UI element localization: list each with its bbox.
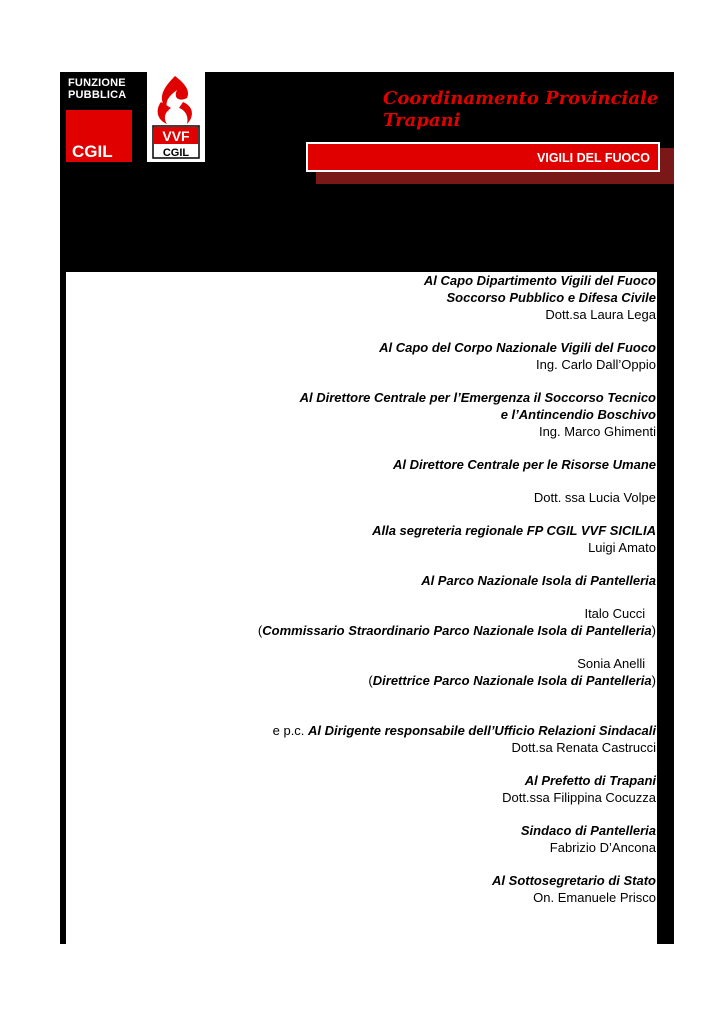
logo-line-2: PUBBLICA (68, 89, 127, 101)
recipients-list (66, 272, 656, 906)
coordination-title: Coordinamento Provinciale Trapani (383, 88, 659, 131)
banner-text: VIGILI DEL FUOCO (537, 151, 650, 165)
recipient: Al Prefetto di Trapani Dott.ssa Filippina Cocuzza (502, 773, 656, 805)
recipient: Al Direttore Centrale per l’Emergenza il Soccorso Tecnico e l’Antincendio Boschivo Ing. Marco Ghimenti (299, 390, 656, 439)
right-border (657, 72, 674, 944)
recipient: Al Capo del Corpo Nazionale Vigili del Fuoco Ing. Carlo Dall’Oppio (379, 340, 656, 372)
recipient: Sonia Anelli (Direttrice Parco Nazionale Isola di Pantelleria) (66, 655, 656, 689)
vvf-cgil-text: CGIL (162, 147, 190, 159)
fp-cgil-logo (66, 74, 132, 162)
recipient: Al Parco Nazionale Isola di Pantelleria Italo Cucci (Commissario Straordinario Parco Nazionale Isola di Pantelleria) (66, 572, 656, 639)
logo-cgil-text: CGIL (72, 142, 113, 161)
recipient-role: (Direttrice Parco Nazionale Isola di Pantelleria) (368, 673, 656, 688)
recipient-role: (Commissario Straordinario Parco Nazionale Isola di Pantelleria) (257, 623, 656, 638)
recipient: Al Capo Dipartimento Vigili del Fuoco Soccorso Pubblico e Difesa Civile Dott.sa Laura Lega (423, 273, 656, 322)
recipient: Al Sottosegretario di Stato On. Emanuele Prisco (492, 873, 656, 905)
vvf-cgil-logo (147, 72, 205, 162)
flame-icon (147, 72, 205, 162)
recipient: Alla segreteria regionale FP CGIL VVF SICILIA Luigi Amato (372, 523, 656, 555)
logo-line-1: FUNZIONE (68, 77, 126, 89)
vvf-text: VVF (162, 128, 190, 144)
recipient: Sindaco di Pantelleria Fabrizio D’Ancona (520, 823, 656, 855)
recipient: Al Direttore Centrale per le Risorse Umane Dott. ssa Lucia Volpe (393, 457, 656, 505)
recipient-cc: e p.c. Al Dirigente responsabile dell’Ufficio Relazioni Sindacali Dott.sa Renata Castrucci (272, 723, 656, 755)
vigili-del-fuoco-banner (306, 142, 660, 172)
